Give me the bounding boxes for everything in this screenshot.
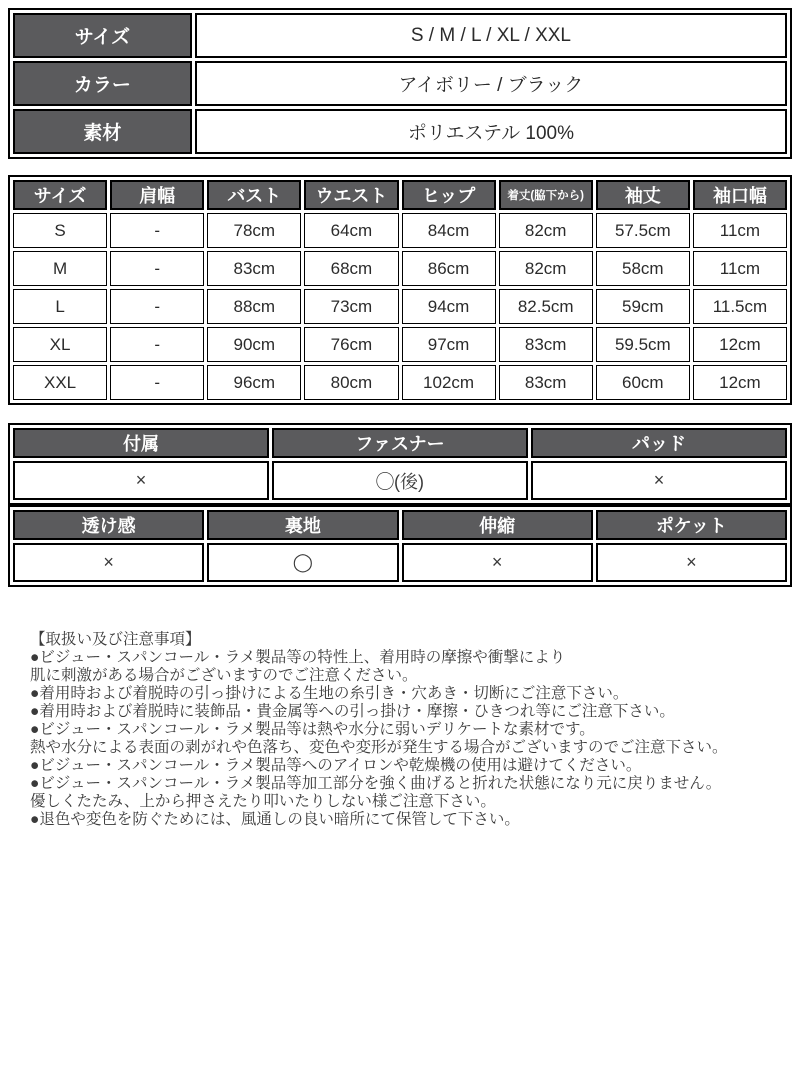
size-cell: 82cm <box>499 251 593 286</box>
size-cell: 97cm <box>402 327 496 362</box>
size-header-cuff: 袖口幅 <box>693 180 787 210</box>
size-cell: 12cm <box>693 327 787 362</box>
size-cell: 94cm <box>402 289 496 324</box>
size-cell: 60cm <box>596 365 690 400</box>
spec-header-stretch: 伸縮 <box>402 510 593 540</box>
size-row-l <box>13 289 787 324</box>
size-cell: 83cm <box>499 327 593 362</box>
size-header-waist: ウエスト <box>304 180 398 210</box>
note-line: ●ビジュー・スパンコール・ラメ製品等は熱や水分に弱いデリケートな素材です。 <box>30 721 595 738</box>
size-cell: XXL <box>13 365 107 400</box>
size-cell: 83cm <box>207 251 301 286</box>
size-cell: - <box>110 213 204 248</box>
size-cell: 11cm <box>693 251 787 286</box>
note-line: ●ビジュー・スパンコール・ラメ製品等加工部分を強く曲げると折れた状態になり元に戻りません。 <box>30 775 722 792</box>
spec-value-stretch: × <box>402 543 593 582</box>
size-row-xl <box>13 327 787 362</box>
note-line: ●着用時および着脱時の引っ掛けによる生地の糸引き・穴あき・切断にご注意下さい。 <box>30 685 629 702</box>
spec-header-pad: パッド <box>531 428 787 458</box>
size-cell: 82cm <box>499 213 593 248</box>
spec-value-fastener: ◯(後) <box>272 461 528 500</box>
info-row-color <box>13 61 787 106</box>
spec-value-lining: ◯ <box>207 543 398 582</box>
size-chart-table <box>8 175 792 405</box>
size-cell: 82.5cm <box>499 289 593 324</box>
info-label-color: カラー <box>13 61 192 106</box>
spec-accessories-value-row <box>13 461 787 500</box>
note-line: ●ビジュー・スパンコール・ラメ製品等の特性上、着用時の摩擦や衝撃により <box>30 649 566 666</box>
size-cell: 57.5cm <box>596 213 690 248</box>
note-line: ●ビジュー・スパンコール・ラメ製品等へのアイロンや乾燥機の使用は避けてください。 <box>30 757 642 774</box>
note-line: 優しくたたみ、上から押さえたり叩いたりしない様ご注意下さい。 <box>30 793 496 810</box>
size-cell: 78cm <box>207 213 301 248</box>
size-cell: 59cm <box>596 289 690 324</box>
note-line: ●着用時および着脱時に装飾品・貴金属等への引っ掛け・摩擦・ひきつれ等にご注意下さい。 <box>30 703 675 720</box>
size-cell: 68cm <box>304 251 398 286</box>
info-row-size <box>13 13 787 58</box>
spec-header-lining: 裏地 <box>207 510 398 540</box>
spec-value-sheerness: × <box>13 543 204 582</box>
size-cell: 11cm <box>693 213 787 248</box>
size-cell: 11.5cm <box>693 289 787 324</box>
size-header-size: サイズ <box>13 180 107 210</box>
size-chart-header-row <box>13 180 787 210</box>
info-row-material <box>13 109 787 154</box>
size-header-shoulder: 肩幅 <box>110 180 204 210</box>
size-cell: 96cm <box>207 365 301 400</box>
notes-title: 【取扱い及び注意事項】 <box>30 631 201 648</box>
spec-value-pad: × <box>531 461 787 500</box>
spec-value-accessory: × <box>13 461 269 500</box>
info-label-size: サイズ <box>13 13 192 58</box>
size-row-xxl <box>13 365 787 400</box>
spec-table-accessories <box>8 423 792 505</box>
size-cell: - <box>110 251 204 286</box>
size-cell: L <box>13 289 107 324</box>
spec-value-pocket: × <box>596 543 787 582</box>
size-cell: 102cm <box>402 365 496 400</box>
info-value-material: ポリエステル 100% <box>195 109 787 154</box>
spec-header-pocket: ポケット <box>596 510 787 540</box>
note-line: 熱や水分による表面の剥がれや色落ち、変色や変形が発生する場合がございますのでご注意下さい。 <box>30 739 728 756</box>
spec-fabric-header-row <box>13 510 787 540</box>
size-header-sleeve: 袖丈 <box>596 180 690 210</box>
spec-accessories-header-row <box>13 428 787 458</box>
size-cell: - <box>110 289 204 324</box>
size-cell: S <box>13 213 107 248</box>
size-cell: 59.5cm <box>596 327 690 362</box>
spec-header-accessory: 付属 <box>13 428 269 458</box>
spec-fabric-value-row <box>13 543 787 582</box>
handling-notes <box>8 631 792 829</box>
size-cell: 84cm <box>402 213 496 248</box>
size-cell: 64cm <box>304 213 398 248</box>
info-value-size: S / M / L / XL / XXL <box>195 13 787 58</box>
size-cell: - <box>110 327 204 362</box>
note-line: ●退色や変色を防ぐためには、風通しの良い暗所にて保管して下さい。 <box>30 811 520 828</box>
product-info-table <box>8 8 792 159</box>
size-cell: 86cm <box>402 251 496 286</box>
size-header-length: 着丈(脇下から) <box>499 180 593 210</box>
size-row-m <box>13 251 787 286</box>
size-cell: 80cm <box>304 365 398 400</box>
size-header-hip: ヒップ <box>402 180 496 210</box>
size-cell: 73cm <box>304 289 398 324</box>
size-cell: 88cm <box>207 289 301 324</box>
size-cell: - <box>110 365 204 400</box>
spec-header-sheerness: 透け感 <box>13 510 204 540</box>
size-row-s <box>13 213 787 248</box>
spec-table-fabric <box>8 505 792 587</box>
size-cell: 83cm <box>499 365 593 400</box>
size-cell: XL <box>13 327 107 362</box>
size-cell: 58cm <box>596 251 690 286</box>
size-header-bust: バスト <box>207 180 301 210</box>
size-cell: 90cm <box>207 327 301 362</box>
size-cell: M <box>13 251 107 286</box>
size-cell: 76cm <box>304 327 398 362</box>
info-value-color: アイボリー / ブラック <box>195 61 787 106</box>
note-line: 肌に刺激がある場合がございますのでご注意ください。 <box>30 667 418 684</box>
size-cell: 12cm <box>693 365 787 400</box>
info-label-material: 素材 <box>13 109 192 154</box>
spec-header-fastener: ファスナー <box>272 428 528 458</box>
